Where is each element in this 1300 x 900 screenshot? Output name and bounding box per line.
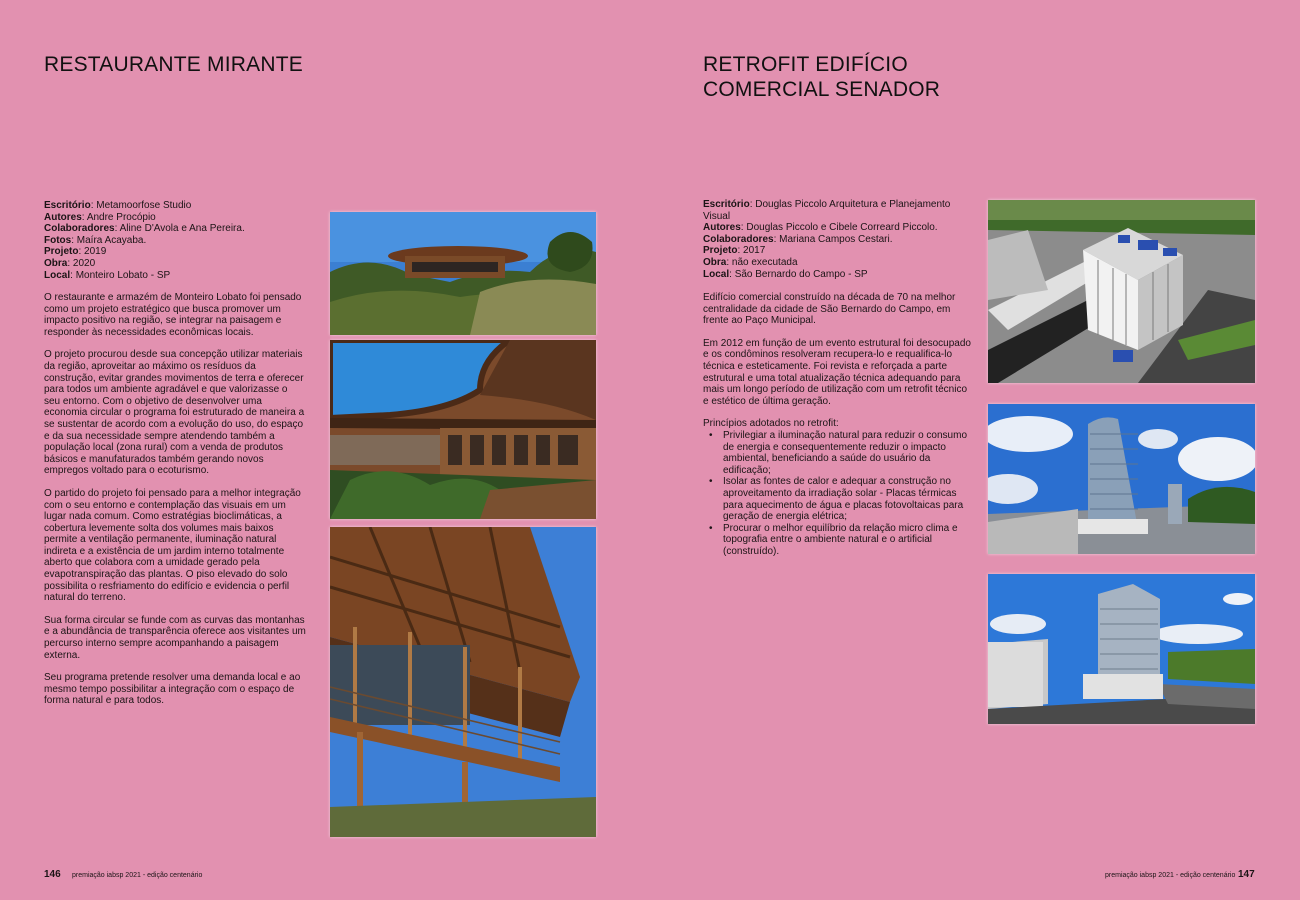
street-render-photo [988, 574, 1255, 724]
right-credits [703, 199, 971, 280]
credit-authors: Autores: Andre Procópio [44, 211, 156, 223]
right-page-title [703, 52, 940, 102]
right-title-line1: RETROFIT EDIFÍCIO [703, 53, 908, 76]
paragraph: O restaurante e armazém de Monteiro Lobato foi pensado como um projeto estratégico que busca promover um impacto positivo na região, se integrar na paisagem e responder às necessidades econômicas locais. [44, 292, 302, 338]
list-item: • Privilegiar a iluminação natural para reduzir o consumo de energia e consequentemente reduzir o impacto ambiental, beneficiando a saúde do usuário da edificação; [723, 430, 971, 476]
credit-authors: Autores: Douglas Piccolo e Cibele Correard Piccolo. [703, 222, 938, 234]
paragraph: Seu programa pretende resolver uma demanda local e ao mesmo tempo possibilitar a integração com o espaço de forma natural e para todos. [44, 672, 301, 707]
credit-photos: Fotos: Maíra Acayaba. [44, 234, 147, 246]
paragraph: Edifício comercial construído na década de 70 na melhor centralidade da cidade de São Bernardo do Campo, em frente ao Paço Municipal. [703, 292, 956, 327]
credit-project: Projeto: 2019 [44, 246, 107, 258]
principles-heading: Princípios adotados no retrofit: [703, 418, 839, 430]
paragraph: O partido do projeto foi pensado para a melhor integração com o seu entorno e contemplação das visuais em um lugar nada comum. Como estratégias bioclimáticas, a cobertura levemente solta dos volumes mais baixos permite a ventilação permanente, iluminação natural indireta e a existência de um jardim interno totalmente aberto que colabora com a umidade gerado pela evapotranspiração das plantas. O piso elevado do solo possibilita o resfriamento do edifício e evidencia o perfil natural do terreno. [44, 487, 301, 604]
credit-collaborators: Colaboradores: Mariana Campos Cestari. [703, 233, 893, 245]
right-body-text [703, 292, 971, 557]
right-title-line2: COMERCIAL SENADOR [703, 78, 941, 101]
paragraph: Em 2012 em função de um evento estrutural foi desocupado e os condôminos resolveram recupera-lo e requalifica-lo técnica e esteticamente. Foi revista e reforçada a parte estrutural e uma total atualização técnica adequando para mais um longo período de utilização com um retrofit técnico e estético de última geração. [703, 337, 971, 407]
credit-location: Local: São Bernardo do Campo - SP [703, 268, 868, 280]
list-item: • Isolar as fontes de calor e adequar a construção no aproveitamento da irradiação solar - Placas térmicas para aquecimento de água e placas fotovoltaicas para geração de energia elétrica; [723, 476, 971, 522]
left-credits [44, 200, 314, 281]
credit-collaborators: Colaboradores: Aline D'Avola e Ana Pereira. [44, 223, 245, 235]
credit-project: Projeto: 2017 [703, 245, 766, 257]
list-item: • Procurar o melhor equilíbrio da relação micro clima e topografia entre o ambiente natural e o artificial (construído). [723, 523, 971, 558]
paragraph: O projeto procurou desde sua concepção utilizar materiais da região, aproveitar ao máximo os resíduos da construção, evitar grandes movimentos de terra e oferecer para todos um ambiente agradável e que valorizasse o seu entorno. Com o objetivo de desenvolver uma economia circular o programa foi estruturado de maneira a se sustentar de acordo com a evolução do uso, do espaço e da sua necessidade sempre atendendo também a população local (zona rural) com a venda de produtos básicos e manufaturados também gerando novos empregos voltado para o ecoturismo. [44, 349, 305, 477]
left-page-number: 146 [44, 869, 61, 880]
restaurant-courtyard-photo [330, 340, 596, 519]
principles-list [703, 430, 971, 558]
credit-office: Escritório: Douglas Piccolo Arquitetura e Planejamento Visual [703, 199, 951, 222]
left-body-text [44, 292, 306, 718]
right-page-number: 147 [1238, 869, 1255, 880]
tower-render-photo [988, 404, 1255, 554]
credit-construction: Obra: 2020 [44, 257, 96, 269]
aerial-render-photo [988, 200, 1255, 383]
paragraph: Sua forma circular se funde com as curvas das montanhas e a abundância de transparência oferece aos visitantes um percurso interno sempre acompanhando a paisagem externa. [44, 614, 306, 661]
left-footer-text: premiação iabsp 2021 - edição centenário [72, 872, 203, 879]
restaurant-deck-photo [330, 527, 596, 837]
credit-office: Escritório: Metamoorfose Studio [44, 200, 192, 211]
right-footer-text: premiação iabsp 2021 - edição centenário [1105, 872, 1236, 879]
restaurant-hill-photo [330, 212, 596, 335]
left-page-title: RESTAURANTE MIRANTE [44, 53, 303, 76]
credit-construction: Obra: não executada [703, 256, 798, 268]
credit-location: Local: Monteiro Lobato - SP [44, 269, 171, 281]
